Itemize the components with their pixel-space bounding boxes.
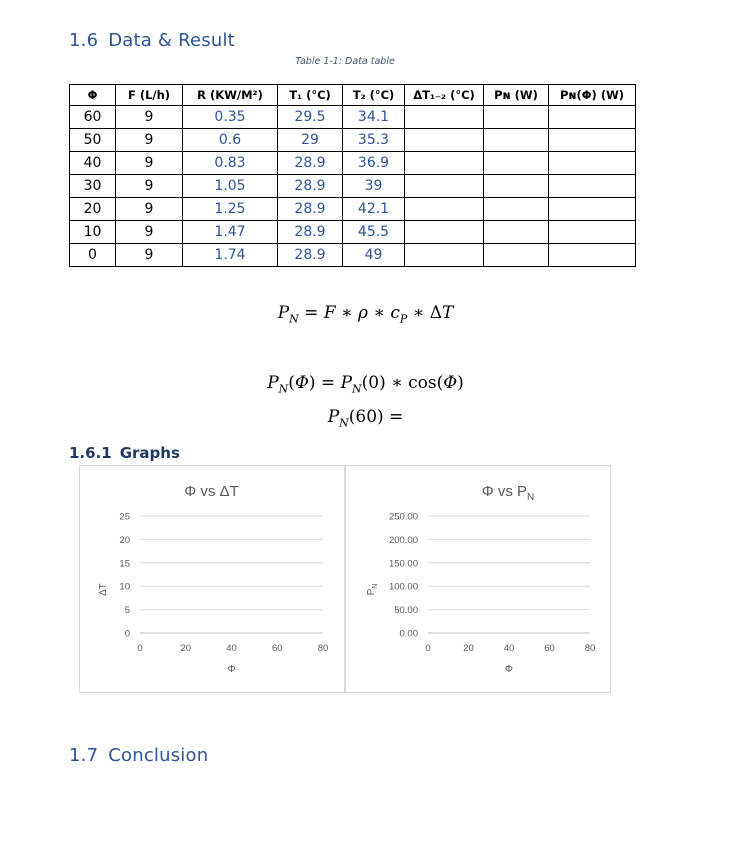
- x-tick-label: 40: [226, 643, 237, 654]
- col-header-radiation: R (KW/M²): [183, 85, 278, 106]
- table-cell: [549, 106, 636, 129]
- table-cell: 9: [116, 175, 183, 198]
- table-cell: 28.9: [278, 152, 343, 175]
- y-tick-label: 100.00: [388, 581, 418, 593]
- table-cell: 9: [116, 221, 183, 244]
- table-cell: 10: [70, 221, 116, 244]
- x-tick-label: 60: [271, 643, 283, 654]
- x-axis-label: Φ: [227, 664, 236, 675]
- col-header-flow: F (L/h): [116, 85, 183, 106]
- table-cell: [549, 175, 636, 198]
- table-cell: 1.47: [183, 221, 278, 244]
- section-number: 1.6: [69, 30, 99, 51]
- table-cell: 0: [70, 244, 116, 267]
- table-cell: 39: [343, 175, 405, 198]
- table-cell: 9: [116, 198, 183, 221]
- section-title-conclusion: Conclusion: [108, 745, 209, 766]
- table-row: [70, 221, 636, 244]
- chart-phi-vs-pn: [345, 465, 611, 693]
- table-cell: 9: [116, 106, 183, 129]
- col-header-pn: Pɴ (W): [484, 85, 549, 106]
- table-cell: 45.5: [343, 221, 405, 244]
- y-tick-label: 20: [119, 534, 130, 546]
- x-axis-label: Φ: [505, 664, 513, 675]
- table-cell: [484, 152, 549, 175]
- table-cell: 49: [343, 244, 405, 267]
- section-heading-conclusion: [69, 745, 208, 766]
- table-cell: 35.3: [343, 129, 405, 152]
- table-cell: [484, 221, 549, 244]
- chart-title: Φ vs ΔT: [184, 483, 239, 500]
- table-row: [70, 175, 636, 198]
- chart-svg-1: [80, 466, 344, 692]
- table-cell: 40: [70, 152, 116, 175]
- table-cell: 9: [116, 129, 183, 152]
- table-cell: 28.9: [278, 244, 343, 267]
- y-tick-label: 150.00: [388, 558, 418, 570]
- table-cell: [549, 129, 636, 152]
- subsection-heading-graphs: [69, 444, 180, 462]
- table-cell: 29.5: [278, 106, 343, 129]
- table-cell: 20: [70, 198, 116, 221]
- y-tick-label: 0: [124, 628, 130, 640]
- col-header-t1: T₁ (°C): [278, 85, 343, 106]
- table-cell: 9: [116, 152, 183, 175]
- table-cell: 0.6: [183, 129, 278, 152]
- table-cell: [405, 244, 484, 267]
- y-tick-label: 50.00: [394, 605, 418, 617]
- table-header-row: [70, 85, 636, 106]
- equation-power: $P_N = F$ ∗ ρ ∗ $c_P$ ∗ ΔT: [277, 303, 454, 326]
- table-cell: [549, 221, 636, 244]
- table-cell: [484, 129, 549, 152]
- x-tick-label: 80: [584, 643, 596, 654]
- y-tick-label: 10: [119, 581, 130, 593]
- subsection-number: 1.6.1: [69, 444, 112, 462]
- y-axis-label: ΔT: [98, 583, 109, 596]
- table-cell: 28.9: [278, 221, 343, 244]
- table-cell: [484, 198, 549, 221]
- x-tick-label: 0: [137, 643, 143, 654]
- col-header-delta-t: ΔT₁₋₂ (°C): [405, 85, 484, 106]
- data-table: [69, 84, 636, 267]
- table-cell: [484, 244, 549, 267]
- table-cell: [405, 221, 484, 244]
- y-tick-label: 0.00: [399, 628, 418, 640]
- equation-power-60: $P_N(60)$ =: [327, 407, 404, 430]
- table-cell: 36.9: [343, 152, 405, 175]
- table-cell: 1.74: [183, 244, 278, 267]
- table-cell: 0.83: [183, 152, 278, 175]
- col-header-phi: Φ: [70, 85, 116, 106]
- table-cell: 1.05: [183, 175, 278, 198]
- y-tick-label: 5: [124, 605, 130, 617]
- table-row: [70, 129, 636, 152]
- table-cell: 60: [70, 106, 116, 129]
- y-axis-label: $P_N$: [366, 583, 379, 596]
- table-cell: 1.25: [183, 198, 278, 221]
- equation-power-angle: $P_N(\Phi) = P_N(0)$ ∗ cos(Φ): [267, 373, 464, 396]
- y-tick-label: 15: [119, 558, 130, 570]
- chart-phi-vs-delta-t: [79, 465, 345, 693]
- table-cell: 30: [70, 175, 116, 198]
- table-row: [70, 106, 636, 129]
- table-cell: 9: [116, 244, 183, 267]
- table-cell: [549, 152, 636, 175]
- table-cell: 29: [278, 129, 343, 152]
- x-tick-label: 40: [503, 643, 515, 654]
- table-row: [70, 244, 636, 267]
- x-tick-label: 0: [425, 643, 431, 654]
- table-cell: [405, 175, 484, 198]
- x-tick-label: 20: [180, 643, 192, 654]
- y-tick-label: 250.00: [388, 511, 418, 523]
- table-cell: [549, 244, 636, 267]
- col-header-t2: T₂ (°C): [343, 85, 405, 106]
- chart-title: Φ vs $P_N$: [481, 483, 535, 503]
- table-cell: [405, 198, 484, 221]
- table-row: [70, 198, 636, 221]
- x-tick-label: 80: [317, 643, 329, 654]
- x-tick-label: 60: [544, 643, 555, 654]
- x-tick-label: 20: [463, 643, 474, 654]
- col-header-pn-phi: Pɴ(Φ) (W): [549, 85, 636, 106]
- table-cell: [484, 106, 549, 129]
- table-cell: [405, 152, 484, 175]
- y-tick-label: 25: [119, 511, 130, 523]
- table-cell: [484, 175, 549, 198]
- table-row: [70, 152, 636, 175]
- table-cell: [549, 198, 636, 221]
- subsection-title: Graphs: [119, 444, 180, 462]
- table-cell: 0.35: [183, 106, 278, 129]
- table-cell: [405, 106, 484, 129]
- table-cell: 42.1: [343, 198, 405, 221]
- chart-svg-2: [346, 466, 610, 692]
- section-heading-data-result: [69, 30, 235, 51]
- y-tick-label: 200.00: [388, 534, 418, 546]
- table-cell: [405, 129, 484, 152]
- section-title: Data & Result: [108, 30, 235, 51]
- section-number-conclusion: 1.7: [69, 745, 99, 766]
- table-cell: 50: [70, 129, 116, 152]
- table-cell: 28.9: [278, 175, 343, 198]
- table-cell: 28.9: [278, 198, 343, 221]
- table-cell: 34.1: [343, 106, 405, 129]
- table-caption: Table 1-1: Data table: [295, 56, 395, 67]
